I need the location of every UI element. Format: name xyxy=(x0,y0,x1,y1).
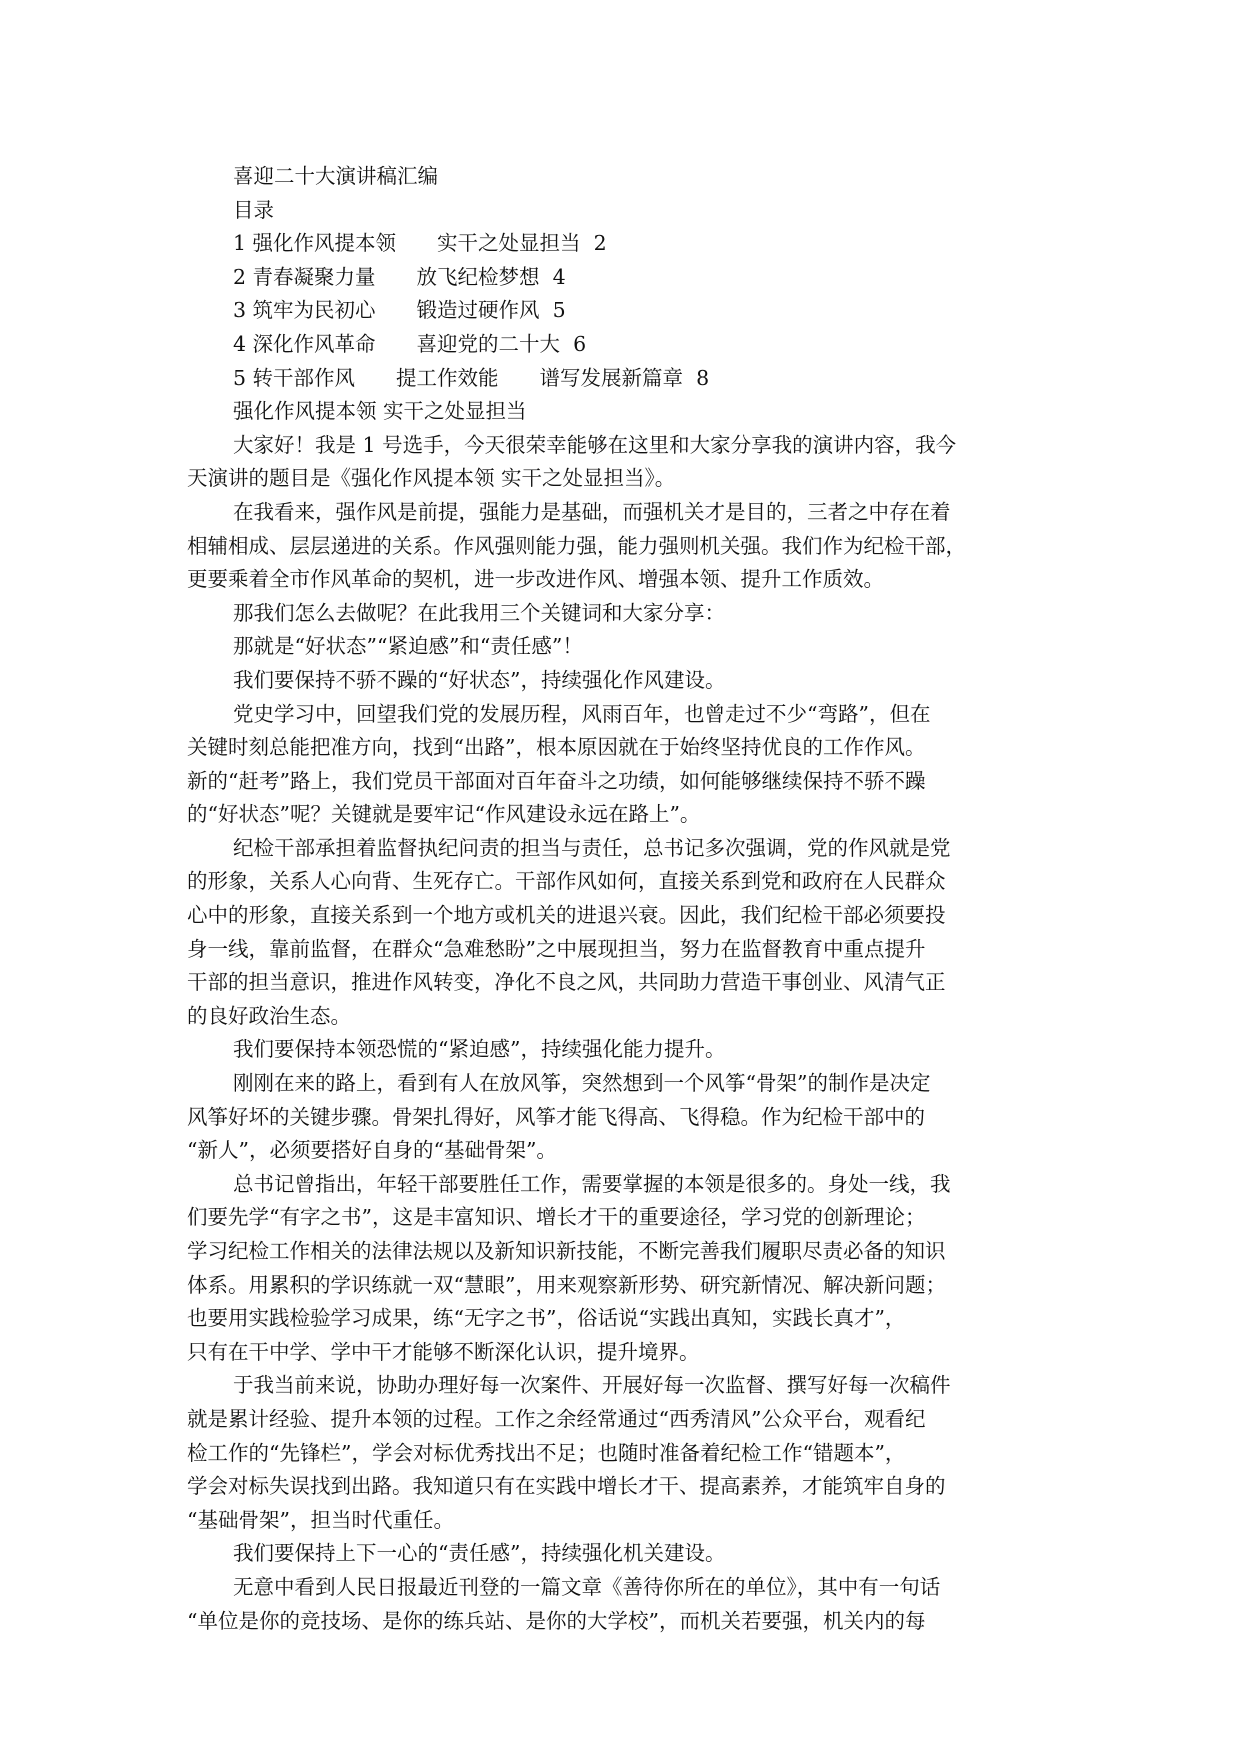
text-line: 体系。用累积的学识练就一双“慧眼”，用来观察新形势、研究新情况、解决新问题； xyxy=(187,1272,946,1297)
document-title: 喜迎二十大演讲稿汇编 xyxy=(233,164,438,188)
text-line: 学会对标失误找到出路。我知道只有在实践中增长才干、提高素养，才能筑牢自身的 xyxy=(187,1474,946,1499)
speech-text xyxy=(187,429,1053,1638)
text-line: 检工作的“先锋栏”，学会对标优秀找出不足；也随时准备着纪检工作“错题本”， xyxy=(187,1440,906,1465)
text-line: 心中的形象，直接关系到一个地方或机关的进退兴衰。因此，我们纪检干部必须要投 xyxy=(187,903,946,928)
text-line: 的良好政治生态。 xyxy=(187,1003,351,1028)
text-line: 们要先学“有字之书”，这是丰富知识、增长才干的重要途径，学习党的创新理论； xyxy=(187,1205,926,1230)
document-body xyxy=(187,160,1053,1638)
text-line: 我们要保持上下一心的“责任感”，持续强化机关建设。 xyxy=(233,1541,726,1566)
toc-item-4: 4 深化作风革命 喜迎党的二十大 6 xyxy=(233,331,587,356)
text-line: 无意中看到人民日报最近刊登的一篇文章《善待你所在的单位》，其中有一句话 xyxy=(233,1574,941,1599)
toc-item-1: 1 强化作风提本领 实干之处显担当 2 xyxy=(233,231,607,256)
text-line: 纪检干部承担着监督执纪问责的担当与责任，总书记多次强调，党的作风就是党 xyxy=(233,835,951,860)
text-line: 党史学习中，回望我们党的发展历程，风雨百年，也曾走过不少“弯路”，但在 xyxy=(233,701,931,726)
text-line: 相辅相成、层层递进的关系。作风强则能力强，能力强则机关强。我们作为纪检干部， xyxy=(187,533,966,558)
text-line: 我们要保持不骄不躁的“好状态”，持续强化作风建设。 xyxy=(233,667,726,692)
text-line: 的形象，关系人心向背、生死存亡。干部作风如何，直接关系到党和政府在人民群众 xyxy=(187,869,946,894)
toc-item-3: 3 筑牢为民初心 锻造过硬作风 5 xyxy=(233,298,566,323)
text-line: “单位是你的竞技场、是你的练兵站、是你的大学校”，而机关若要强，机关内的每 xyxy=(187,1608,926,1633)
text-line: 学习纪检工作相关的法律法规以及新知识新技能，不断完善我们履职尽责必备的知识 xyxy=(187,1239,946,1263)
text-line: 那就是“好状态”“紧迫感”和“责任感”！ xyxy=(233,634,583,659)
toc-item-2: 2 青春凝聚力量 放飞纪检梦想 4 xyxy=(233,264,566,289)
text-line: 身一线，靠前监督，在群众“急难愁盼”之中展现担当，努力在监督教育中重点提升 xyxy=(187,936,926,961)
text-line: 更要乘着全市作风革命的契机，进一步改进作风、增强本领、提升工作质效。 xyxy=(187,567,884,592)
text-line: 只有在干中学、学中干才能够不断深化认识，提升境界。 xyxy=(187,1339,700,1364)
text-line: “基础骨架”，担当时代重任。 xyxy=(187,1507,454,1532)
text-line: “新人”，必须要搭好自身的“基础骨架”。 xyxy=(187,1138,557,1163)
text-line: 就是累计经验、提升本领的过程。工作之余经常通过“西秀清风”公众平台，观看纪 xyxy=(187,1406,926,1431)
text-line: 风筝好坏的关键步骤。骨架扎得好，风筝才能飞得高、飞得稳。作为纪检干部中的 xyxy=(187,1104,925,1129)
text-line: 于我当前来说，协助办理好每一次案件、开展好每一次监督、撰写好每一次稿件 xyxy=(233,1373,951,1398)
text-line: 天演讲的题目是《强化作风提本领 实干之处显担当》。 xyxy=(187,466,676,491)
text-line: 的“好状态”呢？关键就是要牢记“作风建设永远在路上”。 xyxy=(187,802,701,827)
text-line: 干部的担当意识，推进作风转变，净化不良之风，共同助力营造干事创业、风清气正 xyxy=(187,970,946,995)
text-line: 那我们怎么去做呢？在此我用三个关键词和大家分享： xyxy=(233,600,725,625)
text-line: 关键时刻总能把准方向，找到“出路”，根本原因就在于始终坚持优良的工作作风。 xyxy=(187,735,926,760)
text-line: 总书记曾指出，年轻干部要胜任工作，需要掌握的本领是很多的。身处一线，我 xyxy=(233,1171,951,1196)
text-line: 刚刚在来的路上，看到有人在放风筝，突然想到一个风筝“骨架”的制作是决定 xyxy=(233,1071,931,1096)
text-line: 也要用实践检验学习成果，练“无字之书”，俗话说“实践出真知，实践长真才”， xyxy=(187,1306,906,1331)
text-line: 在我看来，强作风是前提，强能力是基础，而强机关才是目的，三者之中存在着 xyxy=(233,499,951,524)
text-line: 我们要保持本领恐慌的“紧迫感”，持续强化能力提升。 xyxy=(233,1037,726,1062)
section-title: 强化作风提本领 实干之处显担当 xyxy=(233,399,527,424)
toc-item-5: 5 转干部作风 提工作效能 谱写发展新篇章 8 xyxy=(233,365,710,390)
toc-heading: 目录 xyxy=(233,197,274,222)
text-line: 新的“赶考”路上，我们党员干部面对百年奋斗之功绩，如何能够继续保持不骄不躁 xyxy=(187,768,926,793)
text-line: 大家好！我是 1 号选手，今天很荣幸能够在这里和大家分享我的演讲内容，我今 xyxy=(233,432,957,457)
